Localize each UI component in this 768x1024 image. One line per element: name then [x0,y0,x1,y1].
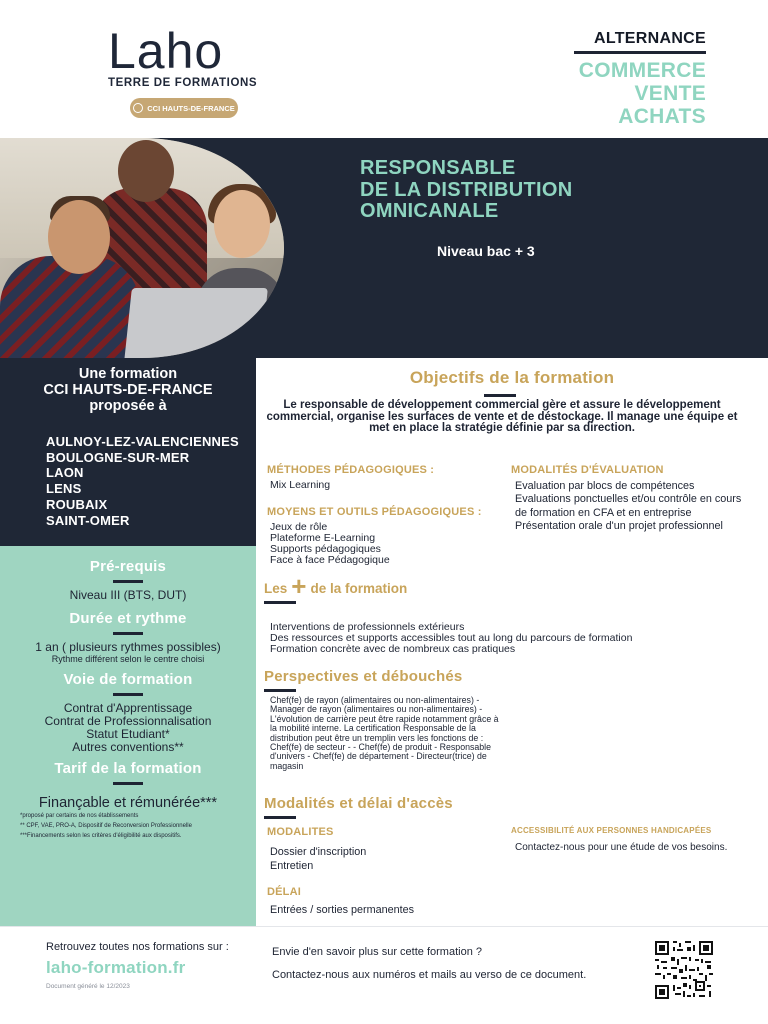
accessibility-label: ACCESSIBILITÉ AUX PERSONNES HANDICAPÉES [511,826,712,835]
methods-list [270,480,330,491]
voie-item: Statut Etudiant* [86,727,170,741]
program-title-line: RESPONSABLE [360,157,516,179]
city-item: BOULOGNE-SUR-MER [46,449,190,465]
cci-badge [130,98,238,118]
footnote: ** CPF, VAE, PRO-A, Dispositif de Reconversion Professionnelle [20,823,192,829]
program-title-line: DE LA DISTRIBUTION [360,178,573,201]
locations-panel [0,358,256,546]
plus-icon: + [291,571,307,601]
modalites-item: Entretien [270,860,314,872]
domain-vente: VENTE [634,82,706,105]
voie-item: Autres conventions** [72,740,184,754]
footer-divider [0,926,768,927]
footer-contact [272,941,586,987]
prerequis-text: Niveau III (BTS, DUT) [69,588,187,602]
locations-intro [0,366,256,414]
footer-left [46,941,229,990]
city-list [46,434,256,528]
modalites-list [270,845,366,873]
hero-banner [0,138,768,358]
tarif-text: Finançable et rémunérée*** [38,795,218,811]
alternance-title: ALTERNANCE [593,30,706,47]
document-date: Document généré le 12/2023 [46,983,130,990]
website-link[interactable]: laho-formation.fr [46,958,186,977]
advantages-suffix: de la formation [310,581,408,596]
city-item: AULNOY-LEZ-VALENCIENNES [46,434,239,449]
divider [574,51,706,54]
program-level: Niveau bac + 3 [437,243,535,259]
evaluation-item: Evaluation par blocs de compétences [515,480,695,492]
voie-item: Contrat de Professionnalisation [44,714,212,728]
perspectives-heading: Perspectives et débouchés [264,668,463,685]
delai-label: DÉLAI [267,886,301,898]
prerequis-heading: Pré-requis [89,558,167,575]
perspectives-text: Chef(fe) de rayon (alimentaires ou non-alimentaires) - Manager de rayon (alimentaires ou non-alimentaires) - L'évolution de carrière peut être rapide notamment grâce à la mobilité interne. La certification Responsable de la distribution peut être un tremplin vers les fonctions de : Chef(fe) de secteur - - Chef(fe) de produit - Responsable d'univers - Chef(fe) de département - Directeur(trice) de magasin [270,695,499,771]
domain-achats: ACHATS [618,105,706,128]
laptop-image [124,288,268,358]
delai-text: Entrées / sorties permanentes [270,904,415,916]
footnote: ***Financements selon les critères d'éligibilité aux dispositifs. [20,833,182,839]
methods-label: MÉTHODES PÉDAGOGIQUES : [267,464,435,476]
divider [113,632,143,635]
advantages-list [270,622,740,655]
tools-item: Plateforme E-Learning [270,532,376,544]
logo-subtitle: TERRE DE FORMATIONS [108,77,258,89]
advantages-heading [264,571,408,601]
divider [264,601,296,604]
qr-code-icon[interactable] [654,941,714,999]
city-item: LENS [46,481,82,497]
voie-heading: Voie de formation [63,671,193,688]
logo [108,24,266,118]
modalites-item: Dossier d'inscription [270,846,367,858]
footer-question: Envie d'en savoir plus sur cette formation ? [272,946,482,958]
divider [113,693,143,696]
cci-badge-label: CCI HAUTS-DE-FRANCE [147,103,235,113]
access-heading: Modalités et délai d'accès [264,795,453,812]
evaluation-item: Evaluations ponctuelles et/ou contrôle en cours de formation en CFA et en entreprise [515,493,742,519]
intro-line: CCI HAUTS-DE-FRANCE [43,382,213,398]
info-panel [0,546,256,926]
divider [113,580,143,583]
objectives-heading: Objectifs de la formation [409,368,615,387]
duree-heading: Durée et rythme [69,610,187,627]
alternance-block [556,30,706,128]
evaluation-list [515,480,751,533]
tools-item: Face à face Pédagogique [270,554,390,566]
logo-text: Laho [108,23,224,79]
advantages-item: Formation concrète avec de nombreux cas pratiques [270,643,516,655]
cci-logo-icon [133,103,143,113]
evaluation-item: Présentation orale d'un projet professionnel [515,519,723,532]
tools-list [270,522,390,566]
methods-item: Mix Learning [270,479,331,491]
footer-contact-text: Contactez-nous aux numéros et mails au verso de ce document. [272,969,587,981]
intro-line: proposée à [89,398,167,414]
duree-text: 1 an ( plusieurs rythmes possibles) [35,640,221,654]
divider [264,689,296,692]
tools-item: Supports pédagogiques [270,543,381,555]
city-item: SAINT-OMER [46,512,130,528]
divider [113,782,143,785]
program-title-line: OMNICANALE [360,200,499,222]
objectives-text: Le responsable de développement commercial gère et assure le développement commercial, organise les surfaces de vente et de déstockage. Il manage une équipe et met en place la stratégie définie par sa direction. [266,399,738,434]
duree-note: Rythme différent selon le centre choisi [51,654,205,664]
advantages-prefix: Les [264,581,288,596]
divider [264,816,296,819]
modalites-label: MODALITES [267,826,334,838]
logo-wordmark [108,23,266,79]
tools-item: Jeux de rôle [270,521,328,533]
domain-commerce: COMMERCE [578,59,706,82]
footer-find-text: Retrouvez toutes nos formations sur : [46,941,229,953]
divider [484,394,516,397]
hero-photo [0,138,284,358]
voie-item: Contrat d'Apprentissage [63,701,193,715]
city-item: LAON [46,465,84,481]
accessibility-text: Contactez-nous pour une étude de vos besoins. [515,842,728,853]
footnote: *proposé par certains de nos établissements [20,813,139,819]
tools-label: MOYENS ET OUTILS PÉDAGOGIQUES : [267,506,482,518]
evaluation-label: MODALITÉS D'ÉVALUATION [511,464,664,476]
tarif-heading: Tarif de la formation [54,760,202,777]
advantages-item: Interventions de professionnels extérieurs [270,621,465,633]
advantages-item: Des ressources et supports accessibles tout au long du parcours de formation [270,632,633,644]
city-item: ROUBAIX [46,496,108,512]
program-title [360,158,572,223]
intro-line: Une formation [78,366,178,382]
